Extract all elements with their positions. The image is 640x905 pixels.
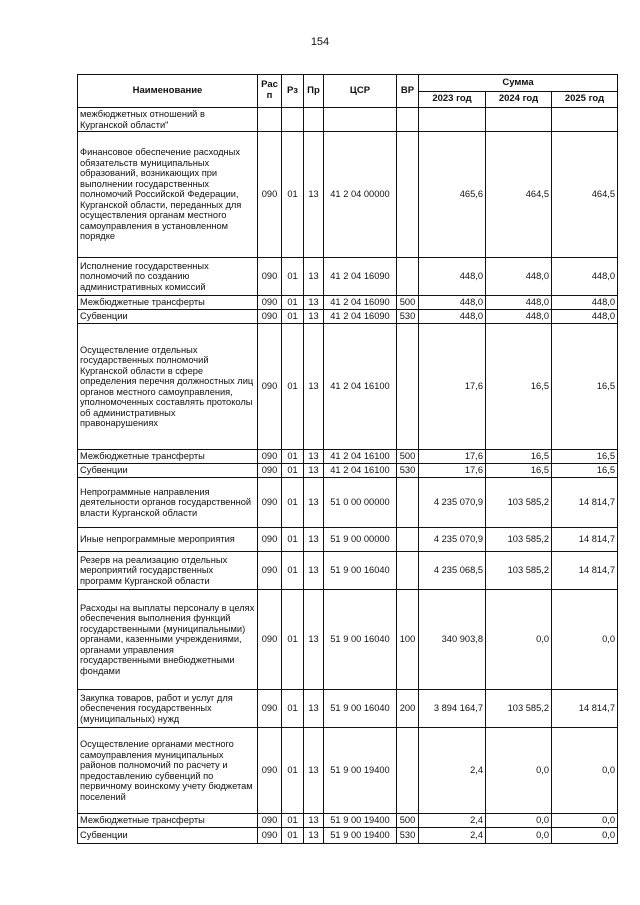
row-rz: 01 <box>282 728 304 814</box>
header-vr: ВР <box>397 75 419 108</box>
row-vr: 530 <box>397 464 419 478</box>
header-csr: ЦСР <box>324 75 397 108</box>
row-rz: 01 <box>282 690 304 728</box>
row-value-2025: 0,0 <box>552 728 618 814</box>
row-ras: 090 <box>258 296 282 310</box>
row-value-2024: 0,0 <box>486 814 552 828</box>
row-rz: 01 <box>282 450 304 464</box>
row-rz: 01 <box>282 828 304 844</box>
header-name: Наименование <box>78 75 258 108</box>
table-row <box>78 464 618 478</box>
row-value-2024: 16,5 <box>486 324 552 450</box>
row-csr: 51 9 00 16040 <box>324 552 397 590</box>
row-name: Резерв на реализацию отдельных мероприятий государственных программ Курганской области <box>78 552 258 590</box>
row-rz: 01 <box>282 478 304 528</box>
row-ras: 090 <box>258 478 282 528</box>
row-pr: 13 <box>304 296 324 310</box>
row-csr: 41 2 04 16100 <box>324 450 397 464</box>
row-ras: 090 <box>258 310 282 324</box>
header-2024: 2024 год <box>486 92 552 108</box>
row-value-2024: 0,0 <box>486 590 552 690</box>
row-vr <box>397 552 419 590</box>
row-ras: 090 <box>258 324 282 450</box>
row-ras: 090 <box>258 132 282 258</box>
row-name: Межбюджетные трансферты <box>78 814 258 828</box>
row-value-2025: 16,5 <box>552 324 618 450</box>
table-row <box>78 828 618 844</box>
table-row <box>78 528 618 552</box>
row-csr: 51 9 00 16040 <box>324 590 397 690</box>
row-csr: 51 0 00 00000 <box>324 478 397 528</box>
row-value-2025: 448,0 <box>552 310 618 324</box>
header-sum: Сумма <box>419 75 618 92</box>
row-value-2025: 16,5 <box>552 464 618 478</box>
row-vr: 500 <box>397 450 419 464</box>
row-value-2024: 448,0 <box>486 310 552 324</box>
row-rz: 01 <box>282 814 304 828</box>
row-pr: 13 <box>304 814 324 828</box>
row-pr <box>304 108 324 132</box>
row-vr: 530 <box>397 828 419 844</box>
row-value-2023: 17,6 <box>419 450 486 464</box>
row-ras: 090 <box>258 450 282 464</box>
row-value-2024: 103 585,2 <box>486 528 552 552</box>
row-value-2024: 103 585,2 <box>486 552 552 590</box>
table-row <box>78 478 618 528</box>
row-vr <box>397 324 419 450</box>
row-ras: 090 <box>258 590 282 690</box>
row-csr: 51 9 00 16040 <box>324 690 397 728</box>
row-value-2024: 103 585,2 <box>486 690 552 728</box>
header-2023: 2023 год <box>419 92 486 108</box>
row-rz: 01 <box>282 258 304 296</box>
row-pr: 13 <box>304 324 324 450</box>
row-csr: 41 2 04 16090 <box>324 296 397 310</box>
row-vr <box>397 258 419 296</box>
row-value-2023: 4 235 070,9 <box>419 478 486 528</box>
row-vr <box>397 132 419 258</box>
row-csr: 51 9 00 19400 <box>324 814 397 828</box>
row-rz <box>282 108 304 132</box>
row-pr: 13 <box>304 528 324 552</box>
row-value-2023: 340 903,8 <box>419 590 486 690</box>
row-name: Финансовое обеспечение расходных обязательств муниципальных образований, возникающих при выполнении государственных полномочий Российской Федерации, Курганской области, переданных для осуществления органам местного самоуправления в установленном порядке <box>78 132 258 258</box>
row-value-2025: 448,0 <box>552 258 618 296</box>
table-body <box>78 108 618 844</box>
header-pr: Пр <box>304 75 324 108</box>
row-vr <box>397 478 419 528</box>
row-value-2024: 0,0 <box>486 828 552 844</box>
row-ras: 090 <box>258 258 282 296</box>
row-pr: 13 <box>304 828 324 844</box>
row-value-2023: 3 894 164,7 <box>419 690 486 728</box>
row-pr: 13 <box>304 690 324 728</box>
table-row <box>78 690 618 728</box>
table-row <box>78 132 618 258</box>
row-name: Иные непрограммные мероприятия <box>78 528 258 552</box>
row-value-2025: 464,5 <box>552 132 618 258</box>
row-csr: 41 2 04 16100 <box>324 324 397 450</box>
table-row <box>78 728 618 814</box>
row-pr: 13 <box>304 552 324 590</box>
row-value-2025: 14 814,7 <box>552 478 618 528</box>
row-name: межбюджетных отношений в Курганской области" <box>78 108 258 132</box>
header-rz: Рз <box>282 75 304 108</box>
row-value-2024: 16,5 <box>486 464 552 478</box>
row-value-2023: 17,6 <box>419 324 486 450</box>
row-csr: 41 2 04 16090 <box>324 258 397 296</box>
row-rz: 01 <box>282 296 304 310</box>
row-value-2025 <box>552 108 618 132</box>
row-value-2025: 16,5 <box>552 450 618 464</box>
budget-table <box>77 74 618 844</box>
row-pr: 13 <box>304 478 324 528</box>
table-row <box>78 108 618 132</box>
row-csr: 51 9 00 19400 <box>324 828 397 844</box>
row-vr: 200 <box>397 690 419 728</box>
table-row <box>78 450 618 464</box>
row-name: Субвенции <box>78 464 258 478</box>
row-rz: 01 <box>282 464 304 478</box>
row-name: Осуществление отдельных государственных полномочий Курганской области в сфере определения перечня должностных лиц органов местного самоуправления, уполномоченных составлять протоколы об административных правонарушениях <box>78 324 258 450</box>
row-ras: 090 <box>258 690 282 728</box>
row-pr: 13 <box>304 310 324 324</box>
row-csr: 41 2 04 00000 <box>324 132 397 258</box>
row-value-2024: 464,5 <box>486 132 552 258</box>
row-value-2023: 448,0 <box>419 296 486 310</box>
header-ras: Рас п <box>258 75 282 108</box>
row-csr: 41 2 04 16100 <box>324 464 397 478</box>
row-pr: 13 <box>304 590 324 690</box>
row-ras: 090 <box>258 728 282 814</box>
row-value-2023: 17,6 <box>419 464 486 478</box>
row-csr: 41 2 04 16090 <box>324 310 397 324</box>
row-name: Непрограммные направления деятельности органов государственной власти Курганской области <box>78 478 258 528</box>
header-2025: 2025 год <box>552 92 618 108</box>
row-vr: 500 <box>397 814 419 828</box>
table-row <box>78 310 618 324</box>
row-rz: 01 <box>282 528 304 552</box>
row-value-2023: 2,4 <box>419 828 486 844</box>
row-rz: 01 <box>282 132 304 258</box>
row-value-2024: 448,0 <box>486 296 552 310</box>
row-pr: 13 <box>304 258 324 296</box>
row-vr: 100 <box>397 590 419 690</box>
row-ras: 090 <box>258 814 282 828</box>
row-name: Межбюджетные трансферты <box>78 450 258 464</box>
row-name: Субвенции <box>78 828 258 844</box>
row-pr: 13 <box>304 450 324 464</box>
row-value-2024: 0,0 <box>486 728 552 814</box>
table-row <box>78 590 618 690</box>
row-value-2024 <box>486 108 552 132</box>
row-value-2024: 16,5 <box>486 450 552 464</box>
table-row <box>78 296 618 310</box>
page-number: 154 <box>310 36 330 48</box>
row-ras <box>258 108 282 132</box>
table-row <box>78 258 618 296</box>
row-csr <box>324 108 397 132</box>
row-vr: 530 <box>397 310 419 324</box>
row-value-2024: 448,0 <box>486 258 552 296</box>
row-pr: 13 <box>304 132 324 258</box>
row-value-2025: 448,0 <box>552 296 618 310</box>
row-rz: 01 <box>282 590 304 690</box>
row-ras: 090 <box>258 552 282 590</box>
row-ras: 090 <box>258 464 282 478</box>
row-value-2025: 14 814,7 <box>552 528 618 552</box>
row-value-2023: 448,0 <box>419 258 486 296</box>
row-name: Исполнение государственных полномочий по созданию административных комиссий <box>78 258 258 296</box>
row-value-2023: 4 235 070,9 <box>419 528 486 552</box>
row-value-2025: 0,0 <box>552 828 618 844</box>
row-csr: 51 9 00 00000 <box>324 528 397 552</box>
row-value-2023: 2,4 <box>419 728 486 814</box>
table-row <box>78 552 618 590</box>
row-value-2023 <box>419 108 486 132</box>
row-value-2023: 465,6 <box>419 132 486 258</box>
row-ras: 090 <box>258 528 282 552</box>
row-name: Осуществление органами местного самоуправления муниципальных районов полномочий по расчету и предоставлению субвенций по первичному воинскому учету бюджетам поселений <box>78 728 258 814</box>
row-value-2025: 0,0 <box>552 814 618 828</box>
row-name: Межбюджетные трансферты <box>78 296 258 310</box>
row-rz: 01 <box>282 310 304 324</box>
row-vr: 500 <box>397 296 419 310</box>
row-vr <box>397 108 419 132</box>
row-value-2024: 103 585,2 <box>486 478 552 528</box>
row-pr: 13 <box>304 464 324 478</box>
row-value-2023: 4 235 068,5 <box>419 552 486 590</box>
row-name: Субвенции <box>78 310 258 324</box>
row-value-2025: 0,0 <box>552 590 618 690</box>
table-row <box>78 814 618 828</box>
row-vr <box>397 728 419 814</box>
row-value-2023: 2,4 <box>419 814 486 828</box>
table-row <box>78 324 618 450</box>
row-rz: 01 <box>282 552 304 590</box>
row-rz: 01 <box>282 324 304 450</box>
row-name: Закупка товаров, работ и услуг для обеспечения государственных (муниципальных) нужд <box>78 690 258 728</box>
row-csr: 51 9 00 19400 <box>324 728 397 814</box>
row-value-2025: 14 814,7 <box>552 690 618 728</box>
row-name: Расходы на выплаты персоналу в целях обеспечения выполнения функций государственными (муниципальными) органами, казенными учреждениями, органами управления государственными внебюджетными фондами <box>78 590 258 690</box>
row-ras: 090 <box>258 828 282 844</box>
row-value-2025: 14 814,7 <box>552 552 618 590</box>
row-vr <box>397 528 419 552</box>
row-pr: 13 <box>304 728 324 814</box>
row-value-2023: 448,0 <box>419 310 486 324</box>
